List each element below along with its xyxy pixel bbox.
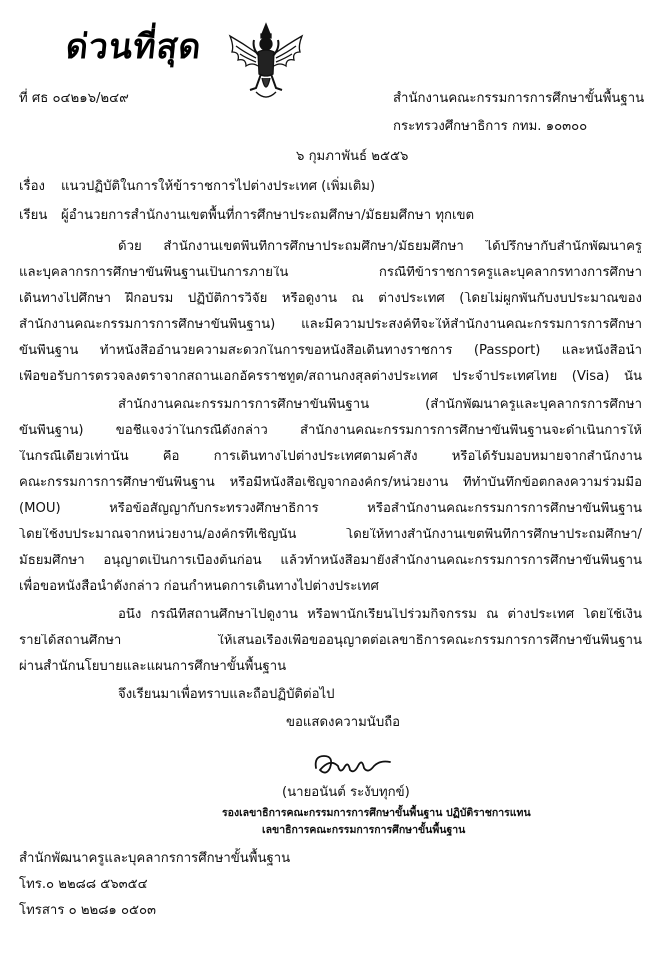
subject-label: เรื่อง — [19, 179, 45, 194]
body-line: เพื่อขอรับการตรวจลงตราจากสถานเอกอัครราชทูต/สถานกงสุลต่างประเทศ ประจำประเทศไทย (Visa) นั้น — [19, 370, 642, 384]
body-line: และบุคลากรการศึกษาขั้นพื้นฐานเป็นการภายใน กรณีที่ข้าราชการครูและบุคลากรทางการศึกษา — [19, 266, 642, 280]
body-line: คณะกรรมการการศึกษาขั้นพื้นฐาน หรือมีหนังสือเชิญจากองค์กร/หน่วยงาน ที่ทำบันทึกข้อตกลงความร่วมมือ — [19, 476, 642, 490]
body-line: สำนักงานคณะกรรมการการศึกษาขั้นพื้นฐาน) และมีความประสงค์ที่จะให้สำนักงานคณะกรรมการการศึกษา — [19, 318, 642, 332]
signer-position-acting: รองเลขาธิการคณะกรรมการการศึกษาขั้นพื้นฐาน ปฏิบัติราชการแทน — [222, 807, 531, 819]
body-line: เพื่อขอหนังสือนำดังกล่าว ก่อนกำหนดการเดินทางไปต่างประเทศ — [19, 579, 379, 594]
sender-ministry-address: กระทรวงศึกษาธิการ กทม. ๑๐๓๐๐ — [393, 119, 588, 134]
footer-fax: โทรสาร ๐ ๒๒๘๑ ๐๕๐๓ — [19, 903, 157, 918]
body-line: อนึ่ง กรณีที่สถานศึกษาไปดูงาน หรือพานักเรียนไปร่วมกิจกรรม ณ ต่างประเทศ โดยใช้เงิน — [118, 608, 642, 622]
body-line: ขั้นพื้นฐาน) ขอชี้แจงว่าในกรณีดังกล่าว สำนักงานคณะกรรมการการศึกษาขั้นพื้นฐานจะดำเนินการให้ — [19, 424, 642, 438]
letter-date: ๖ กุมภาพันธ์ ๒๕๕๖ — [296, 149, 409, 164]
recipient-text: ผู้อำนวยการสำนักงานเขตพื้นที่การศึกษาประถมศึกษา/มัธยมศึกษา ทุกเขต — [61, 208, 475, 223]
body-line: โดยใช้งบประมาณจากหน่วยงาน/องค์กรที่เชิญนั้น โดยให้ทางสำนักงานเขตพื้นที่การศึกษาประถมศึกษา/ — [19, 528, 642, 542]
signer-name: (นายอนันต์ ระงับทุกข์) — [282, 785, 410, 800]
body-line: (MOU) หรือข้อสัญญากับกระทรวงศึกษาธิการ หรือสำนักงานคณะกรรมการการศึกษาขั้นพื้นฐาน — [19, 502, 642, 516]
footer-phone: โทร.๐ ๒๒๘๘ ๕๖๓๕๔ — [19, 877, 148, 892]
body-line: มัธยมศึกษา อนุญาตเป็นการเบื้องต้นก่อน แล้วทำหนังสือมายังสำนักงานคณะกรรมการการศึกษาขั้นพื้นฐาน — [19, 554, 642, 568]
body-line: ในกรณีเดียวเท่านั้น คือ การเดินทางไปต่างประเทศตามคำสั่ง หรือได้รับมอบหมายจากสำนักงาน — [19, 450, 642, 464]
body-line: ขั้นพื้นฐาน ทำหนังสืออำนวยความสะดวกในการขอหนังสือเดินทางราชการ (Passport) และหนังสือนำ — [19, 344, 642, 358]
closing-request: จึงเรียนมาเพื่อทราบและถือปฏิบัติต่อไป — [118, 687, 335, 702]
recipient-label: เรียน — [19, 208, 48, 223]
footer-office: สำนักพัฒนาครูและบุคลากรการศึกษาขั้นพื้นฐาน — [19, 851, 291, 866]
body-line: รายได้สถานศึกษา ให้เสนอเรื่องเพื่อขออนุญาตต่อเลขาธิการคณะกรรมการการศึกษาขั้นพื้นฐาน — [19, 634, 642, 648]
body-line: เดินทางไปศึกษา ฝึกอบรม ปฏิบัติการวิจัย หรือดูงาน ณ ต่างประเทศ (โดยไม่ผูกพันกับงบประมาณของ — [19, 292, 642, 306]
sender-office: สำนักงานคณะกรรมการการศึกษาขั้นพื้นฐาน — [393, 91, 645, 106]
subject-text: แนวปฏิบัติในการให้ข้าราชการไปต่างประเทศ (เพิ่มเติม) — [61, 179, 376, 194]
urgency-label: ด่วนที่สุด — [63, 27, 204, 67]
signer-position: เลขาธิการคณะกรรมการการศึกษาขั้นพื้นฐาน — [262, 824, 466, 836]
complimentary-close: ขอแสดงความนับถือ — [286, 715, 401, 730]
garuda-emblem-icon — [226, 22, 306, 104]
body-line: ผ่านสำนักนโยบายและแผนการศึกษาขั้นพื้นฐาน — [19, 659, 287, 674]
reference-number: ที่ ศธ ๐๔๒๑๖/๒๔๙ — [19, 91, 129, 106]
body-line: สำนักงานคณะกรรมการการศึกษาขั้นพื้นฐาน (สำนักพัฒนาครูและบุคลากรการศึกษา — [118, 398, 642, 412]
body-line: ด้วย สำนักงานเขตพื้นที่การศึกษาประถมศึกษา/มัธยมศึกษา ได้ปรึกษากับสำนักพัฒนาครู — [118, 240, 642, 254]
handwritten-signature-icon — [310, 748, 396, 782]
